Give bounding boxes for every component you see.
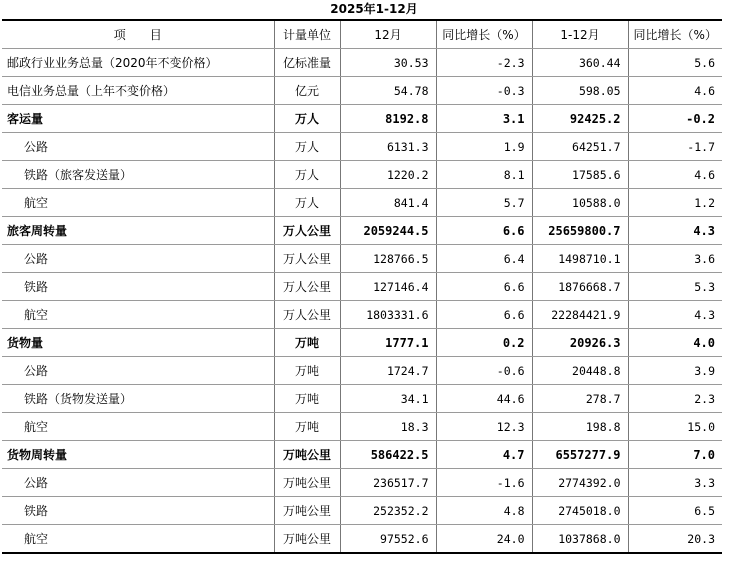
table-row — [2, 413, 722, 441]
row-unit: 万人 — [274, 133, 340, 161]
row-unit: 万人公里 — [274, 245, 340, 273]
row-item-label: 客运量 — [2, 105, 274, 133]
row-unit: 万人公里 — [274, 301, 340, 329]
row-december-yoy: 24.0 — [436, 525, 532, 554]
table-title: 2025年1-12月 — [330, 2, 418, 16]
row-december-value: 586422.5 — [340, 441, 436, 469]
row-unit: 万人公里 — [274, 273, 340, 301]
column-header-ytd: 1-12月 — [532, 20, 628, 49]
row-unit: 万吨公里 — [274, 525, 340, 554]
row-ytd-yoy: -1.7 — [628, 133, 722, 161]
row-item-label: 铁路（旅客发送量） — [2, 161, 274, 189]
row-december-yoy: 1.9 — [436, 133, 532, 161]
row-december-value: 1220.2 — [340, 161, 436, 189]
table-row — [2, 469, 722, 497]
column-header-december: 12月 — [340, 20, 436, 49]
row-item-label: 铁路 — [2, 273, 274, 301]
row-item-label: 航空 — [2, 525, 274, 554]
column-header-item: 项 目 — [2, 20, 274, 49]
row-ytd-value: 25659800.7 — [532, 217, 628, 245]
row-unit: 万吨 — [274, 413, 340, 441]
row-ytd-yoy: 15.0 — [628, 413, 722, 441]
row-unit: 万人 — [274, 161, 340, 189]
row-december-yoy: 6.4 — [436, 245, 532, 273]
row-december-yoy: 44.6 — [436, 385, 532, 413]
row-december-yoy: 0.2 — [436, 329, 532, 357]
row-december-value: 8192.8 — [340, 105, 436, 133]
column-header-ytd-yoy: 同比增长（%） — [628, 20, 722, 49]
row-december-yoy: 8.1 — [436, 161, 532, 189]
row-unit: 万吨 — [274, 329, 340, 357]
row-ytd-yoy: 5.3 — [628, 273, 722, 301]
row-item-label: 铁路 — [2, 497, 274, 525]
row-december-yoy: 6.6 — [436, 301, 532, 329]
row-item-label: 邮政行业业务总量（2020年不变价格） — [2, 49, 274, 77]
statistics-table — [2, 19, 722, 554]
row-unit: 万吨公里 — [274, 497, 340, 525]
row-ytd-yoy: 4.3 — [628, 301, 722, 329]
table-row — [2, 245, 722, 273]
row-december-value: 841.4 — [340, 189, 436, 217]
row-ytd-yoy: 4.6 — [628, 161, 722, 189]
table-row — [2, 189, 722, 217]
row-ytd-yoy: 4.0 — [628, 329, 722, 357]
row-december-value: 30.53 — [340, 49, 436, 77]
row-december-value: 127146.4 — [340, 273, 436, 301]
row-unit: 万人 — [274, 189, 340, 217]
row-december-yoy: -0.6 — [436, 357, 532, 385]
row-december-value: 18.3 — [340, 413, 436, 441]
table-row — [2, 497, 722, 525]
row-december-value: 2059244.5 — [340, 217, 436, 245]
row-december-value: 236517.7 — [340, 469, 436, 497]
row-december-value: 54.78 — [340, 77, 436, 105]
row-december-yoy: 5.7 — [436, 189, 532, 217]
row-unit: 亿标准量 — [274, 49, 340, 77]
row-december-value: 1803331.6 — [340, 301, 436, 329]
row-item-label: 铁路（货物发送量） — [2, 385, 274, 413]
table-row — [2, 49, 722, 77]
row-december-yoy: 6.6 — [436, 273, 532, 301]
row-item-label: 公路 — [2, 469, 274, 497]
row-unit: 万吨 — [274, 357, 340, 385]
row-item-label: 航空 — [2, 189, 274, 217]
row-ytd-yoy: 3.6 — [628, 245, 722, 273]
row-ytd-value: 17585.6 — [532, 161, 628, 189]
table-row — [2, 357, 722, 385]
row-ytd-value: 1498710.1 — [532, 245, 628, 273]
table-row — [2, 217, 722, 245]
row-december-value: 34.1 — [340, 385, 436, 413]
row-ytd-value: 1876668.7 — [532, 273, 628, 301]
row-ytd-value: 1037868.0 — [532, 525, 628, 554]
row-unit: 万吨公里 — [274, 469, 340, 497]
row-december-value: 128766.5 — [340, 245, 436, 273]
row-item-label: 货物周转量 — [2, 441, 274, 469]
row-ytd-value: 6557277.9 — [532, 441, 628, 469]
row-ytd-value: 2774392.0 — [532, 469, 628, 497]
row-unit: 万人 — [274, 105, 340, 133]
row-item-label: 航空 — [2, 413, 274, 441]
row-ytd-value: 20926.3 — [532, 329, 628, 357]
row-december-value: 1777.1 — [340, 329, 436, 357]
row-december-yoy: -0.3 — [436, 77, 532, 105]
row-december-yoy: 3.1 — [436, 105, 532, 133]
row-item-label: 电信业务总量（上年不变价格） — [2, 77, 274, 105]
table-row — [2, 161, 722, 189]
row-ytd-value: 20448.8 — [532, 357, 628, 385]
table-row — [2, 385, 722, 413]
row-december-yoy: 6.6 — [436, 217, 532, 245]
row-ytd-value: 598.05 — [532, 77, 628, 105]
row-item-label: 公路 — [2, 133, 274, 161]
row-ytd-yoy: 2.3 — [628, 385, 722, 413]
table-row — [2, 273, 722, 301]
row-ytd-yoy: 1.2 — [628, 189, 722, 217]
row-ytd-value: 2745018.0 — [532, 497, 628, 525]
table-row — [2, 105, 722, 133]
row-ytd-yoy: 6.5 — [628, 497, 722, 525]
row-ytd-value: 360.44 — [532, 49, 628, 77]
row-december-yoy: 4.7 — [436, 441, 532, 469]
row-item-label: 货物量 — [2, 329, 274, 357]
row-ytd-value: 10588.0 — [532, 189, 628, 217]
row-ytd-value: 64251.7 — [532, 133, 628, 161]
row-item-label: 航空 — [2, 301, 274, 329]
table-row — [2, 441, 722, 469]
table-row — [2, 525, 722, 554]
row-december-value: 1724.7 — [340, 357, 436, 385]
row-ytd-value: 198.8 — [532, 413, 628, 441]
column-header-december-yoy: 同比增长（%） — [436, 20, 532, 49]
table-header-row — [2, 20, 722, 49]
row-december-yoy: -1.6 — [436, 469, 532, 497]
row-ytd-value: 278.7 — [532, 385, 628, 413]
row-ytd-yoy: -0.2 — [628, 105, 722, 133]
row-unit: 万吨 — [274, 385, 340, 413]
row-ytd-yoy: 20.3 — [628, 525, 722, 554]
column-header-unit: 计量单位 — [274, 20, 340, 49]
row-december-value: 97552.6 — [340, 525, 436, 554]
row-december-value: 6131.3 — [340, 133, 436, 161]
row-unit: 万吨公里 — [274, 441, 340, 469]
row-item-label: 公路 — [2, 245, 274, 273]
row-unit: 亿元 — [274, 77, 340, 105]
row-december-value: 252352.2 — [340, 497, 436, 525]
row-item-label: 旅客周转量 — [2, 217, 274, 245]
table-row — [2, 329, 722, 357]
table-row — [2, 77, 722, 105]
row-item-label: 公路 — [2, 357, 274, 385]
row-ytd-yoy: 4.3 — [628, 217, 722, 245]
row-december-yoy: -2.3 — [436, 49, 532, 77]
row-december-yoy: 12.3 — [436, 413, 532, 441]
row-ytd-yoy: 4.6 — [628, 77, 722, 105]
row-december-yoy: 4.8 — [436, 497, 532, 525]
row-ytd-value: 22284421.9 — [532, 301, 628, 329]
row-ytd-value: 92425.2 — [532, 105, 628, 133]
row-ytd-yoy: 7.0 — [628, 441, 722, 469]
row-ytd-yoy: 3.9 — [628, 357, 722, 385]
row-unit: 万人公里 — [274, 217, 340, 245]
row-ytd-yoy: 3.3 — [628, 469, 722, 497]
table-row — [2, 133, 722, 161]
table-row — [2, 301, 722, 329]
row-ytd-yoy: 5.6 — [628, 49, 722, 77]
